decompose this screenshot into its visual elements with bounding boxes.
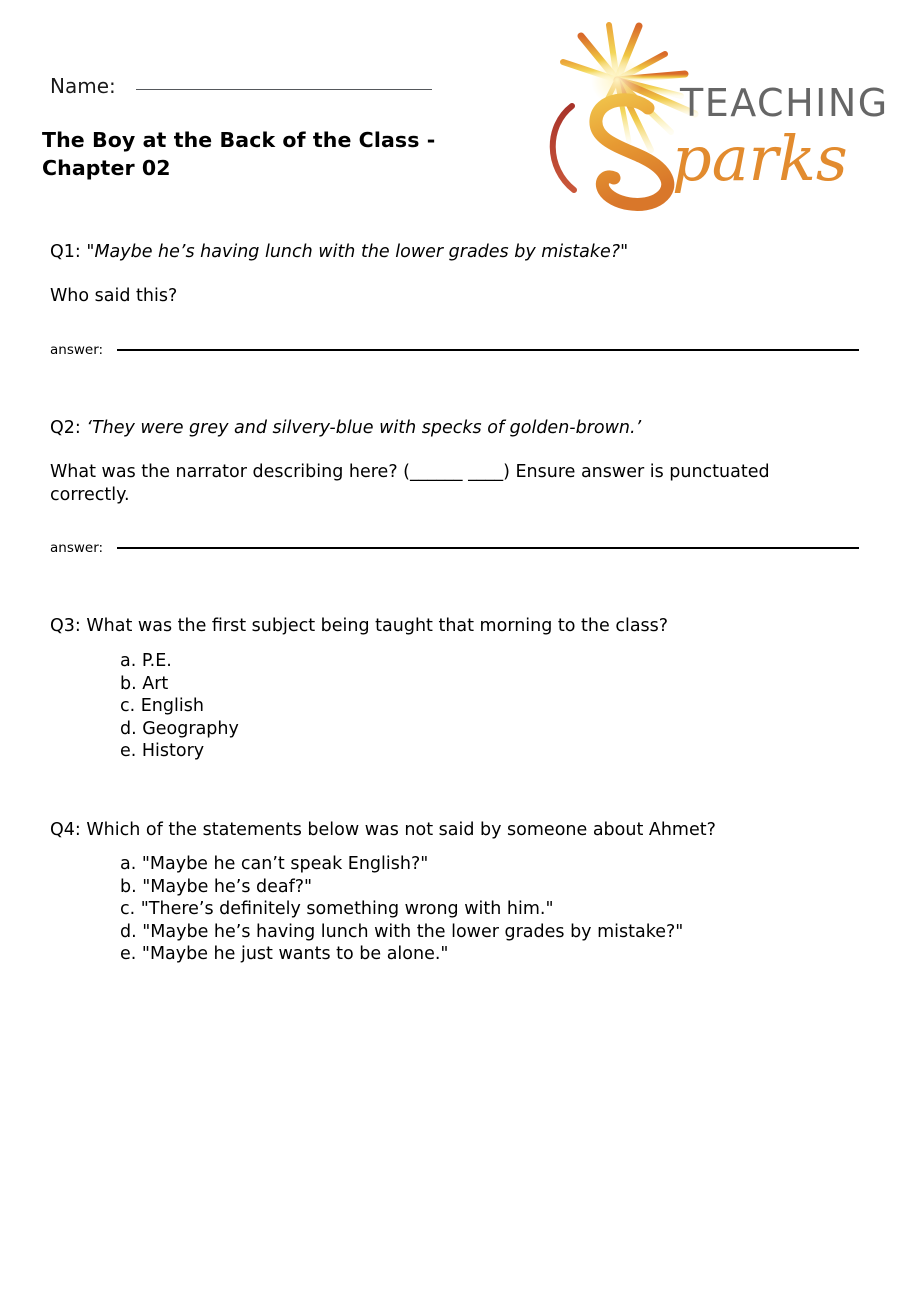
- q4-option-c[interactable]: c. "There’s definitely something wrong with him.": [120, 899, 554, 920]
- q2-quote-line: [50, 416, 641, 440]
- q4-prompt: Q4: Which of the statements below was not said by someone about Ahmet?: [50, 820, 716, 840]
- question-q1: [50, 240, 628, 264]
- q3-option-b[interactable]: b. Art: [120, 673, 169, 694]
- q1-answer-label: answer:: [50, 342, 104, 358]
- q3-option-c[interactable]: c. English: [120, 696, 204, 717]
- q3-option-a[interactable]: a. P.E.: [120, 651, 172, 671]
- q2-answer-rule[interactable]: [117, 547, 859, 549]
- q3-options: [120, 650, 239, 763]
- q1-answer-rule[interactable]: [117, 349, 859, 351]
- page-title: The Boy at the Back of the Class - Chapter 02: [42, 128, 436, 180]
- q4-options: [120, 853, 683, 966]
- teaching-sparks-logo: [520, 8, 915, 213]
- q4-option-e[interactable]: e. "Maybe he just wants to be alone.": [120, 944, 449, 965]
- name-write-in-rule[interactable]: [136, 89, 432, 90]
- q1-number: Q1:: [50, 242, 81, 262]
- q4-option-b[interactable]: b. "Maybe he’s deaf?": [120, 876, 313, 897]
- q1-quote-line: [50, 240, 628, 264]
- crescent-arc: [553, 106, 574, 190]
- q1-answer-row: [50, 342, 859, 358]
- name-field-row: [50, 74, 432, 98]
- q4-option-d[interactable]: d. "Maybe he’s having lunch with the lower grades by mistake?": [120, 921, 684, 942]
- question-q2: [50, 416, 641, 440]
- q3-option-d[interactable]: d. Geography: [120, 718, 239, 739]
- q2-quote: ‘They were grey and silvery-blue with specks of golden-brown.’: [86, 418, 642, 438]
- question-q4: [50, 819, 716, 842]
- q1-prompt-block: [50, 285, 177, 308]
- q1-quote: "Maybe he’s having lunch with the lower grades by mistake?": [86, 242, 629, 262]
- q2-prompt-block: [50, 461, 850, 507]
- q2-answer-label: answer:: [50, 540, 104, 556]
- logo-teaching-text: TEACHING: [680, 81, 889, 125]
- q3-option-e[interactable]: e. History: [120, 741, 205, 762]
- q4-option-a[interactable]: a. "Maybe he can’t speak English?": [120, 854, 429, 874]
- q3-prompt: Q3: What was the first subject being taught that morning to the class?: [50, 616, 669, 636]
- q2-prompt: What was the narrator describing here? (______ ____) Ensure answer is punctuated correctly.: [50, 462, 770, 505]
- q2-answer-row: [50, 540, 859, 556]
- name-label: Name:: [50, 74, 116, 98]
- q1-prompt: Who said this?: [50, 286, 178, 306]
- logo-sparks-text: parks: [672, 122, 848, 195]
- q2-number: Q2:: [50, 418, 81, 438]
- question-q3: [50, 615, 668, 638]
